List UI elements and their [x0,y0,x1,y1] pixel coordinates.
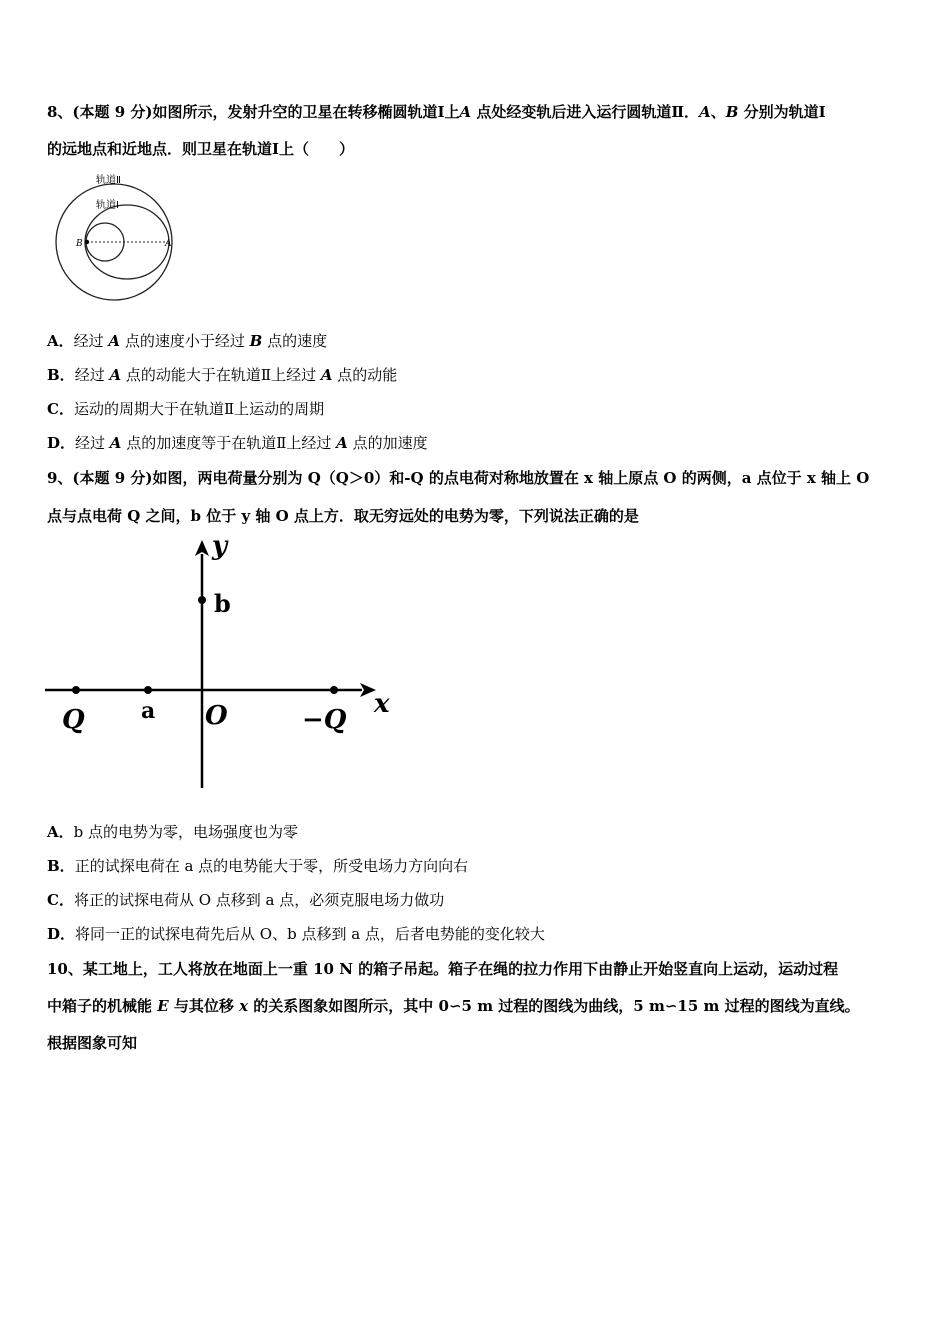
q8-option-a[interactable]: A．经过 A 点的速度小于经过 B 点的速度 [47,332,328,350]
q8-orbit-figure [44,170,184,302]
q10-stem-line1: 10、某工地上，工人将放在地面上一重 10 N 的箱子吊起。箱子在绳的拉力作用下由静止开始竖直向上运动，运动过程 [47,960,839,978]
charge-neg-q-label: −Q [302,705,347,735]
q9-charge-figure [40,532,400,794]
q9-option-a[interactable]: A．b 点的电势为零，电场强度也为零 [47,823,299,841]
point-b-dot [85,240,89,244]
y-axis-arrow [195,540,209,556]
q8-option-d[interactable]: D．经过 A 点的加速度等于在轨道Ⅱ上经过 A 点的加速度 [47,434,428,452]
charge-q-label: Q [62,705,85,735]
point-a-label: A [165,239,172,249]
point-b-dot [198,596,206,604]
q10-stem-line2: 中箱子的机械能 E 与其位移 x 的关系图象如图所示，其中 0∽5 m 过程的图线为曲线，5 m∽15 m 过程的图线为直线。 [47,997,860,1015]
q10-stem-line3: 根据图象可知 [47,1034,138,1052]
q9-stem-line1: 9、(本题 9 分)如图，两电荷量分别为 Q（Q＞0）和-Q 的点电荷对称地放置在 x 轴上原点 O 的两侧，a 点位于 x 轴上 O [47,469,870,487]
x-axis-label: x [374,689,390,719]
q9-option-c[interactable]: C．将正的试探电荷从 O 点移到 a 点，必须克服电场力做功 [47,891,445,909]
point-a-label: a [141,698,156,724]
q8-stem-line2: 的远地点和近地点．则卫星在轨道Ⅰ上（ ） [47,140,355,158]
q8-stem-line1: 8、(本题 9 分)如图所示，发射升空的卫星在转移椭圆轨道Ⅰ上A 点处经变轨后进入运行圆轨道Ⅱ．A、B 分别为轨道Ⅰ [47,103,826,121]
q9-option-b[interactable]: B．正的试探电荷在 a 点的电势能大于零，所受电场力方向向右 [47,857,469,875]
q8-option-b[interactable]: B．经过 A 点的动能大于在轨道Ⅱ上经过 A 点的动能 [47,366,398,384]
orbit-1-label: 轨道Ⅰ [96,200,119,211]
orbit-2-label: 轨道Ⅱ [96,175,121,186]
q9-option-d[interactable]: D．将同一正的试探电荷先后从 O、b 点移到 a 点，后者电势能的变化较大 [47,925,545,943]
q9-stem-line2: 点与点电荷 Q 之间，b 位于 y 轴 O 点上方．取无穷远处的电势为零，下列说法正确的是 [47,507,639,525]
y-axis-label: y [212,532,228,561]
q8-option-c[interactable]: C．运动的周期大于在轨道Ⅱ上运动的周期 [47,400,325,418]
point-b-label: B [76,239,83,249]
charge-q-dot [72,686,80,694]
point-b-label: b [214,589,231,618]
point-a-dot [144,686,152,694]
origin-label: O [205,701,228,731]
charge-neg-q-dot [330,686,338,694]
